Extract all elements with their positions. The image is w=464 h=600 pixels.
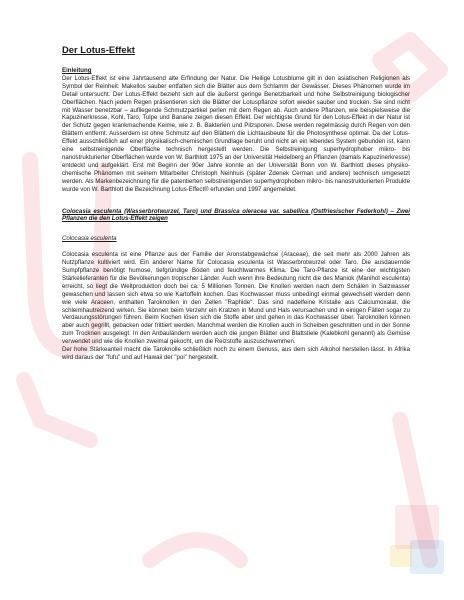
- paragraph-einleitung: Der Lotus-Effekt ist eine Jahrtausend alte Erfindung der Natur. Die Heilige Lotusblume gilt in den asiatischen Religionen als Symbol der Reinheit: Makellos sauber entfalten sich die Blätter aus dem Schlamm der Gewässer. Dieses Phänomen wurde im Detail untersucht. Der Lotus-Effekt bezieht sich auf die äußerst geringe Benetzbarkeit und hohe Selbstreinigung biologischer Oberflächen. Nach jedem Regen präsentieren sich die Blätter der Lotuspflanze sofort wieder sauber und trocken. Sie sind nicht mit Wasser benetzbar – aufliegende Schmutzpartikel perlen mit dem Regen ab. Auch andere Pflanzen, wie beispielsweise die Kapuzinerkresse, Kohl, Taro, Tulpe und Banane zeigen diesen Effekt. Der wichtigste Grund für den Lotus-Effekt in der Natur ist der Schutz gegen krankmachende Keime, wie z. B. Bakterien und Pilzsporen. Diese werden regelmässig durch Regen von den Blättern entfernt. Ausserdem ist ohne Schmutz auf den Blättern die Lichtausbeute für die Photosynthese optimal. Da der Lotus-Effekt ausschließlich auf einer physikalisch-chemischen Grundlage beruht und nicht an ein lebendes System gebunden ist, kann eine selbstreinigende Oberfläche technisch hergestellt werden. Die Selbstreinigung superhydrophober mikro- bis nanostrukturierter Oberflächen wurde von W. Barthlott 1975 an der Universität Heidelberg an Pflanzen (damals Kapuzinerkresse) entdeckt und aufgeklärt. Erst mit Beginn der 90er Jahre konnte an der Universität Bonn von W. Barthlott dieses physiko-chemische Phänomen mit seinem Mitarbeiter Christoph Neinhuis (später Zdenek Cerman und andere) technisch umgesetzt werden. Als Markenbezeichnung für die patentierten selbstreinigenden superhydrophoben mikro- bis nanostrukturierten Produkte wurde von W. Barthlott die Bezeichnung Lotus-Effect® erfunden und 1997 angemeldet.: [62, 74, 410, 193]
- watermark-curve: [150, 540, 240, 560]
- document-body: [62, 44, 410, 362]
- watermark-stroke: [24, 380, 90, 440]
- watermark-block-blue: [410, 540, 444, 574]
- paragraph-colocasia-2: Der hohe Stärkeanteil macht die Taroknolle schließlich noch zu einem Genuss, aus dem sich Alkohol herstellen lässt. In Afrika wird daraus der "fufu" und auf Hawaii der "poi" hergestellt.: [62, 346, 410, 361]
- page-title: Der Lotus-Effekt: [62, 44, 135, 55]
- subsection-heading-colocasia: Colocasia esculenta: [62, 235, 117, 243]
- watermark-block: [395, 505, 439, 549]
- watermark-stroke-right: [400, 420, 430, 560]
- watermark-block-yellow: [390, 545, 412, 567]
- paragraph-colocasia-1: Colocasia esculenta ist eine Pflanze aus der Familie der Aronstabgewächse (Araceae), die seit mehr als 2000 Jahren als Nutzpflanze kultiviert wird. Ein anderer Name für Colocasia esculenta ist Wasserbrotwurzel oder Taro. Die ausdauernde Sumpfpflanze benötigt humose, tiefgründige Böden und feuchtwarmes Klima. Die Taro-Pflanze ist eine der wichtigsten Stärkelieferanten für die Bevölkerungen tropischer Länder. Auch wenn ihre Bedeutung nicht die des Maniok (Manihot esculenta) erreicht, so liegt die Weltproduktion doch bei ca. 5 Millionen Tonnen. Die Knollen werden nach dem Schälen in Salzwasser gewaschen und lassen sich etwa so wie Kartoffeln kochen. Das Kochwasser muss unbedingt einmal gewechselt werden denn wie viele Araceen, enthalten Taroknollen in den Zellen "Raphide". Das sind nadelfeine Kristalle aus Calciumoxalat, die schleimhautreizend wirken. Sie können beim Verzehr ein Kratzen in Mund und Hals verursachen und in einigen Fällen sogar zu Verdauungsstörungen führen. Beim Kochen lösen sich die Stoffe aber und gehen in das Kochwasser über. Taroknollen können aber auch gegrillt, gebacken oder frittiert werden. Manchmal werden die Knollen auch in Scheiben geschnitten und in der Sonne zum Trocknen ausgelegt. In den Anbauländern werden auch die jungen Blätter und Blattstiele (Kalebkohl genannt) als Gemüse verwendet und wie die Knollen zweimal gekocht, um die Reizstoffe auszuschwemmen.: [62, 251, 410, 346]
- section-heading-plants: Colocasia esculenta (Wasserbrotwurzel, Taro) und Brassica oleracea var. sabellica (Ostfriesischer Federkohl) – Zwei Pflanzen die den Lotus-Effekt zeigen: [62, 207, 410, 223]
- section-heading-einleitung: Einleitung: [62, 67, 92, 74]
